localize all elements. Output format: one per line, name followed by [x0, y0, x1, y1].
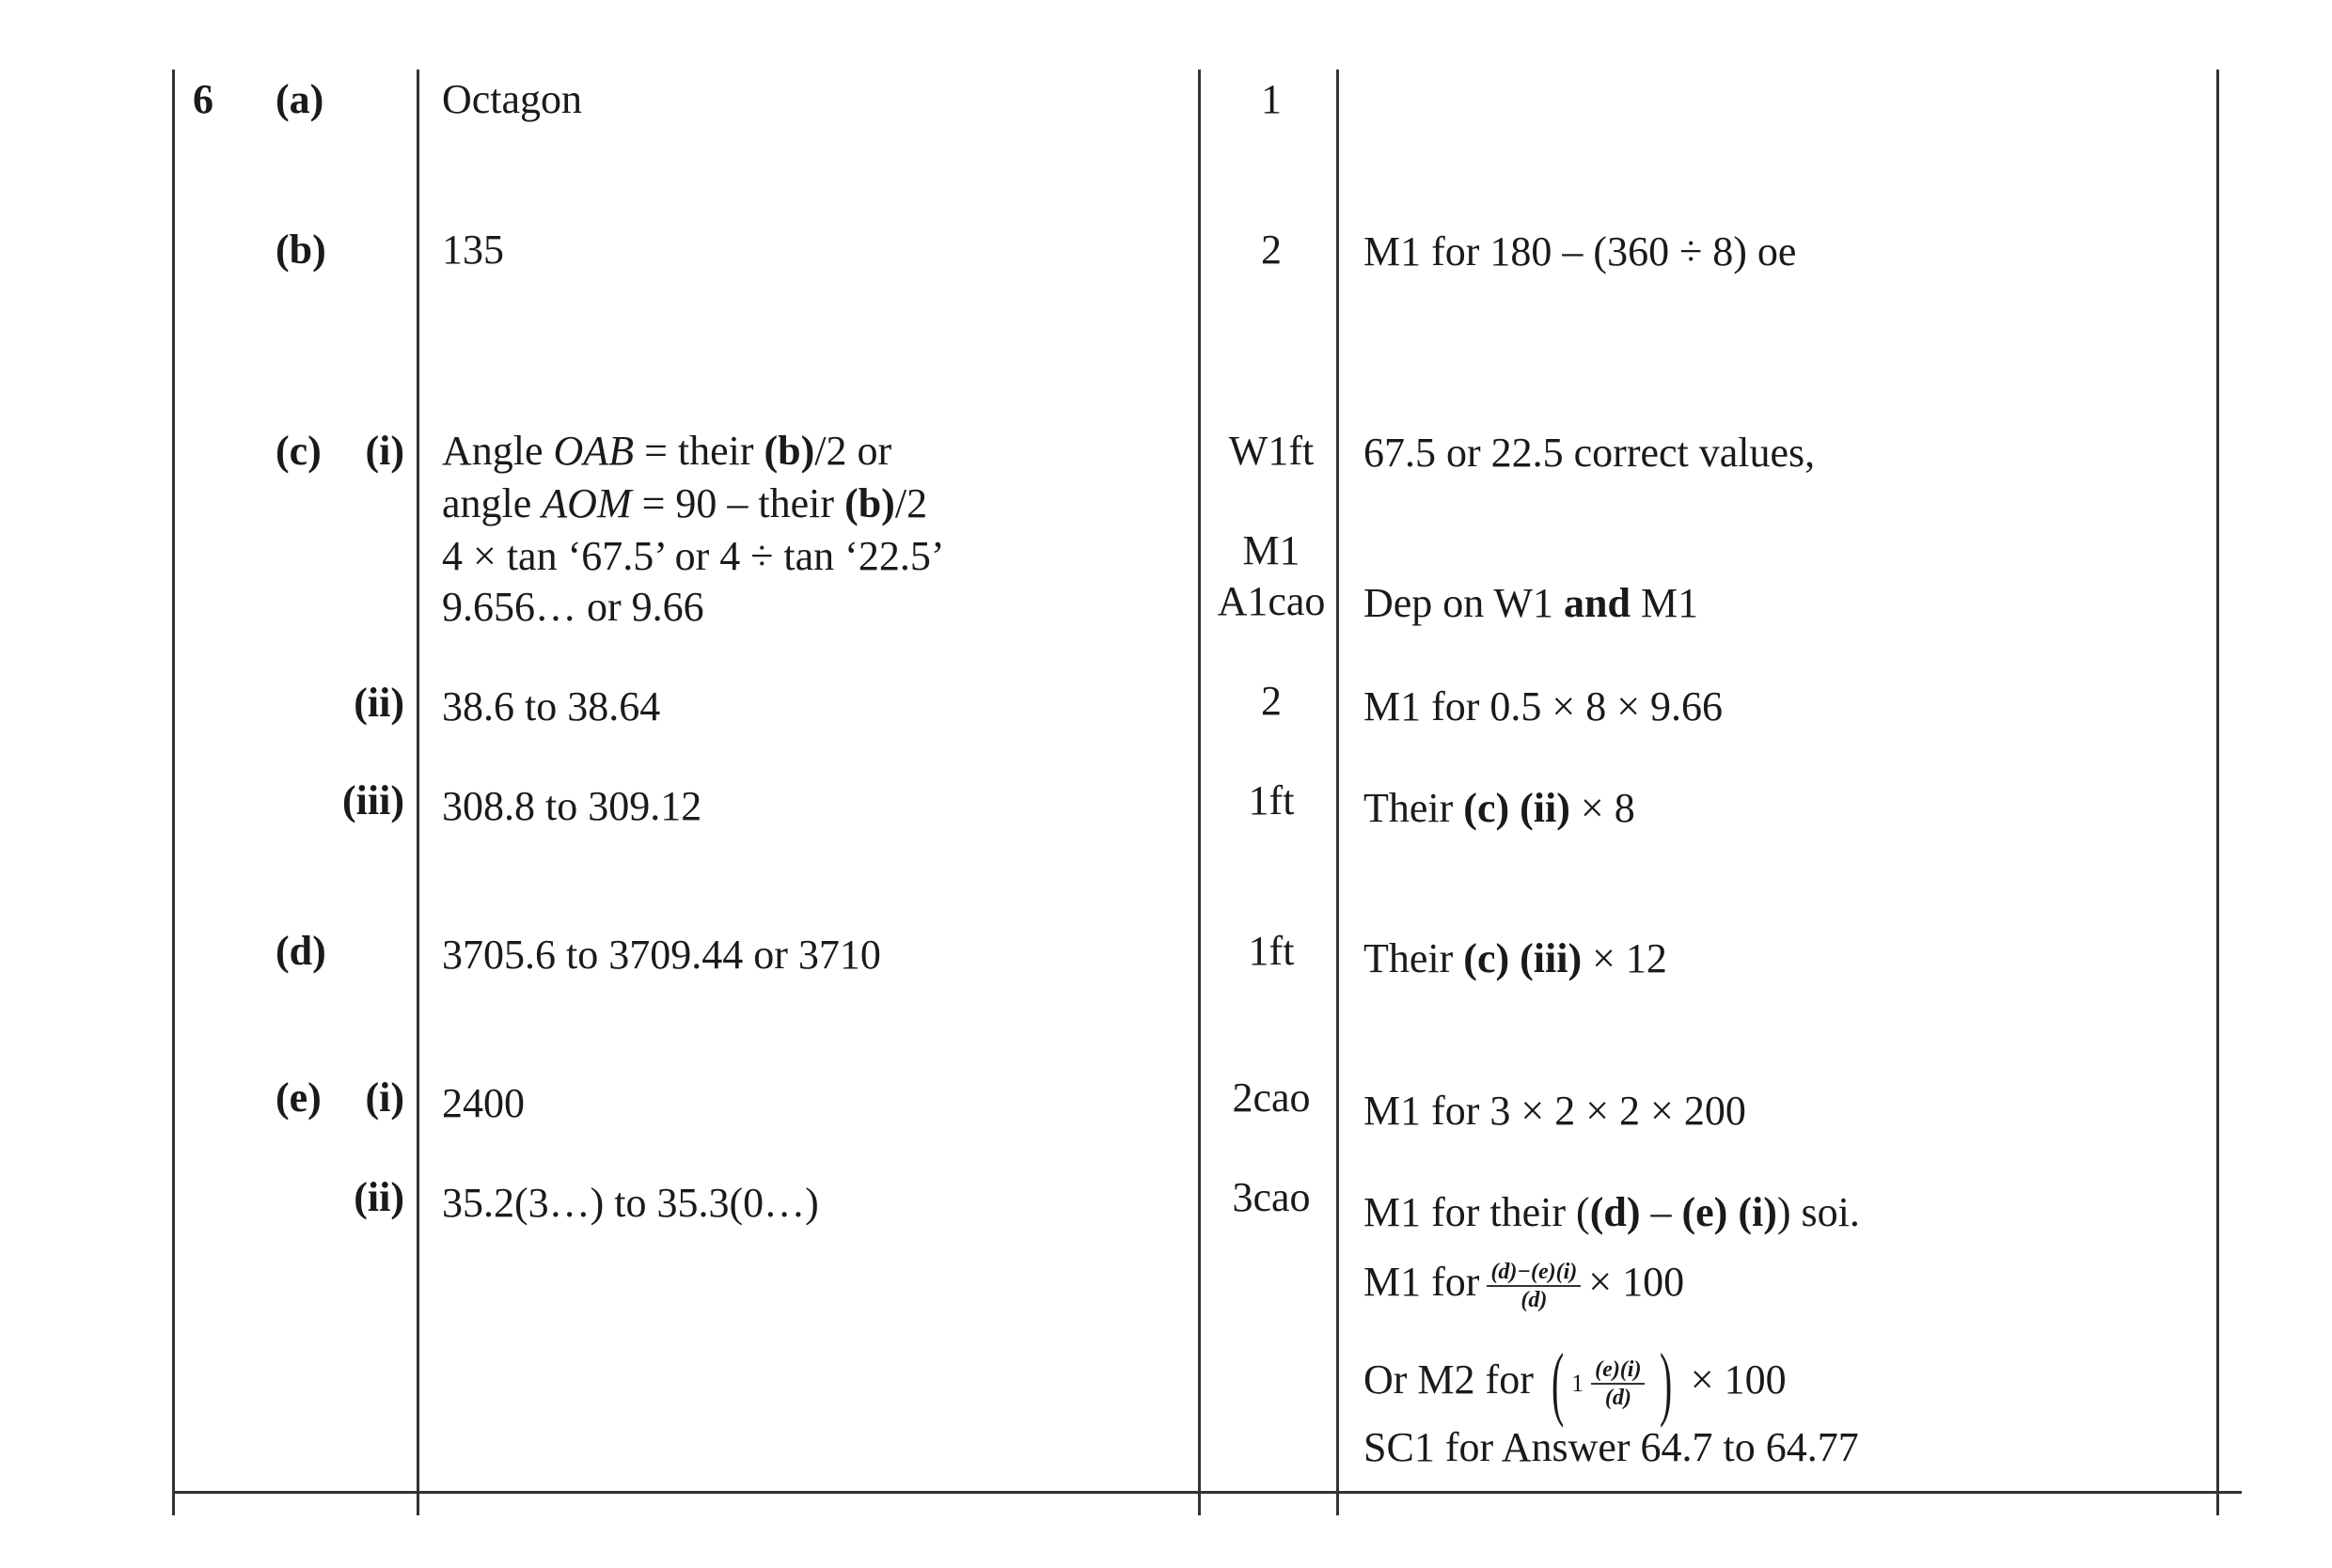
part-c-label: (c)	[276, 428, 322, 474]
part-c-iii-guidance: Their (c) (ii) × 8	[1363, 785, 1635, 831]
part-e-ii-mark: 3cao	[1232, 1174, 1311, 1220]
part-e-ii-sublabel: (ii)	[354, 1174, 404, 1220]
column-divider-answer	[417, 70, 419, 1515]
part-d-answer: 3705.6 to 3709.44 or 3710	[442, 932, 881, 978]
table-bottom-border	[172, 1491, 2242, 1494]
part-b-answer: 135	[442, 227, 504, 273]
part-c-i-sublabel: (i)	[365, 428, 404, 474]
part-c-i-mark-w1ft: W1ft	[1228, 428, 1315, 474]
part-c-i-guidance-line-1: 67.5 or 22.5 correct values,	[1363, 430, 1816, 476]
part-c-i-guidance-line-2: Dep on W1 and M1	[1363, 580, 1699, 626]
part-c-ii-sublabel: (ii)	[354, 680, 404, 726]
part-c-iii-mark: 1ft	[1248, 777, 1295, 823]
part-c-iii-sublabel: (iii)	[342, 777, 404, 823]
part-a-answer: Octagon	[442, 76, 583, 122]
part-c-i-mark-m1: M1	[1242, 527, 1300, 573]
part-e-ii-guidance-line-1: M1 for their ((d) – (e) (i)) soi.	[1363, 1189, 1860, 1235]
part-e-i-guidance: M1 for 3 × 2 × 2 × 200	[1363, 1088, 1746, 1134]
part-e-ii-guidance-m2-fraction: Or M2 for ( 1 $\frac{(e)(i)}{(d)}$ ) × 100	[1363, 1338, 1787, 1429]
part-c-i-answer-line-2: angle AOM = 90 – their (b)/2	[442, 480, 928, 526]
part-b-mark: 2	[1261, 227, 1282, 273]
part-e-label: (e)	[276, 1074, 322, 1121]
part-c-ii-guidance: M1 for 0.5 × 8 × 9.66	[1363, 683, 1724, 729]
part-c-i-answer-line-3: 4 × tan ‘67.5’ or 4 ÷ tan ‘22.5’	[442, 533, 945, 579]
part-e-ii-guidance-sc1: SC1 for Answer 64.7 to 64.77	[1363, 1424, 1859, 1470]
part-c-ii-mark: 2	[1261, 678, 1282, 724]
left-parenthesis-icon: (	[1551, 1338, 1565, 1429]
table-border-right	[2216, 70, 2219, 1515]
column-divider-marks	[1198, 70, 1201, 1515]
part-c-i-answer-line-1: Angle OAB = their (b)/2 or	[442, 428, 892, 474]
part-b-label: (b)	[276, 227, 326, 273]
part-c-iii-answer: 308.8 to 309.12	[442, 783, 702, 829]
fraction-ei-over-d: $\frac{(e)(i)}{(d)}$	[1591, 1356, 1645, 1411]
part-e-ii-guidance-m1-fraction: M1 for $\frac{(d)-(e)(i)}{(d)}$ × 100	[1363, 1259, 1685, 1312]
part-e-i-answer: 2400	[442, 1080, 525, 1126]
part-e-ii-answer: 35.2(3…) to 35.3(0…)	[442, 1180, 819, 1226]
part-c-i-mark-a1cao: A1cao	[1217, 578, 1326, 624]
right-parenthesis-icon: )	[1660, 1338, 1673, 1429]
part-d-mark: 1ft	[1248, 928, 1295, 974]
question-number: 6	[193, 76, 213, 122]
fraction-d-minus-ei-over-d: $\frac{(d)-(e)(i)}{(d)}$	[1487, 1259, 1581, 1313]
part-e-i-sublabel: (i)	[365, 1074, 404, 1121]
part-c-i-answer-line-4: 9.656… or 9.66	[442, 584, 704, 630]
part-d-guidance: Their (c) (iii) × 12	[1363, 935, 1667, 981]
table-border-left	[172, 70, 175, 1515]
part-c-ii-answer: 38.6 to 38.64	[442, 683, 661, 729]
part-a-label: (a)	[276, 76, 324, 122]
part-b-guidance: M1 for 180 – (360 ÷ 8) oe	[1363, 228, 1797, 274]
part-e-i-mark: 2cao	[1232, 1074, 1311, 1121]
part-a-mark: 1	[1261, 76, 1282, 122]
part-d-label: (d)	[276, 928, 326, 974]
